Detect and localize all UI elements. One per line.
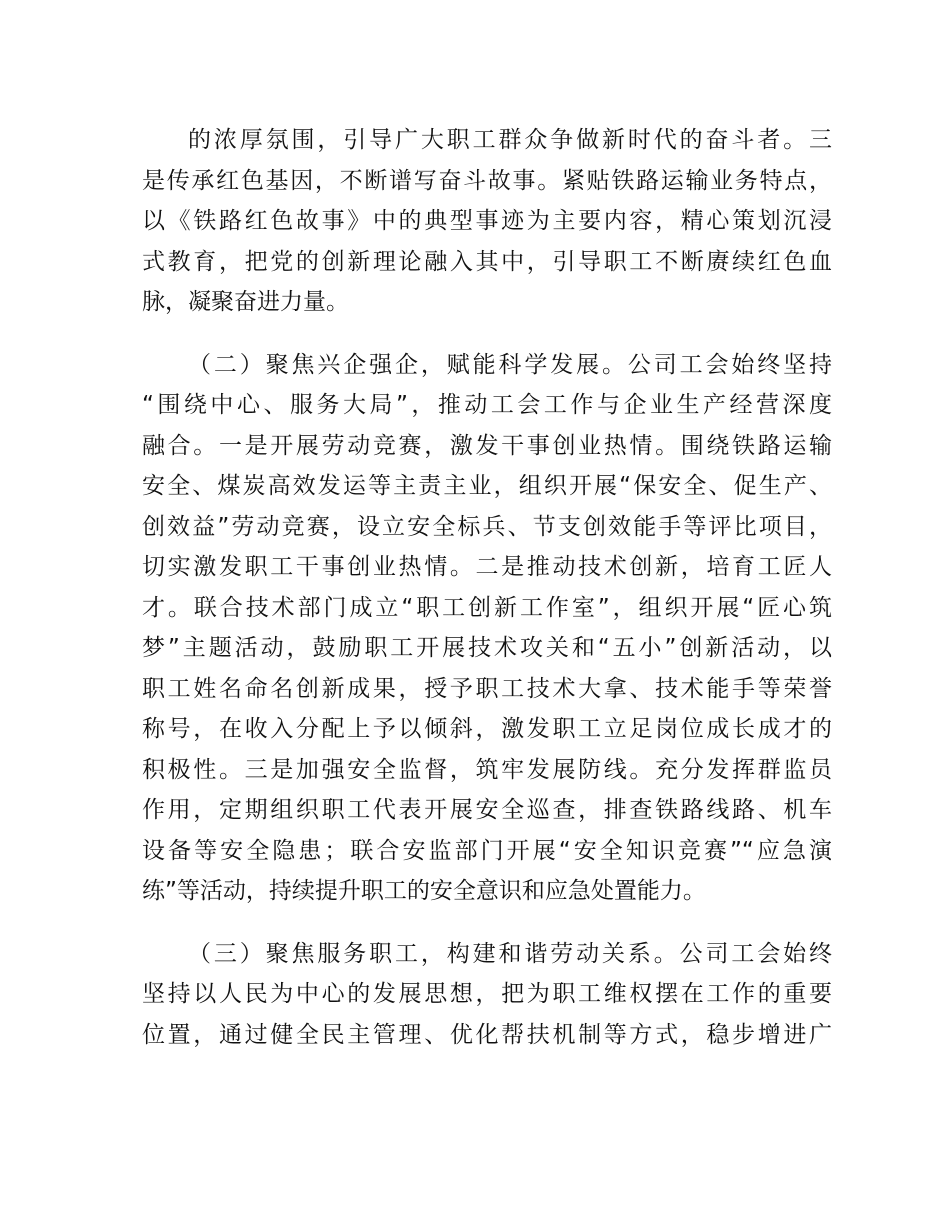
paragraph-line: 以《铁路红色故事》中的典型事迹为主要内容，精心策划沉浸 <box>142 208 832 234</box>
paragraph-line: （二）聚焦兴企强企，赋能科学发展。公司工会始终坚持 <box>188 351 832 378</box>
paragraph-line: 式教育，把党的创新理论融入其中，引导职工不断赓续红色血 <box>142 248 832 275</box>
paragraph-line: “围绕中心、服务大局”，推动工会工作与企业生产经营深度 <box>142 392 832 418</box>
paragraph-line: 积极性。三是加强安全监督，筑牢发展防线。充分发挥群监员 <box>142 756 832 783</box>
paragraph-spacer <box>142 323 832 345</box>
paragraph-spacer <box>142 912 832 934</box>
paragraph-line: 位置，通过健全民主管理、优化帮扶机制等方式，稳步增进广 <box>142 1021 832 1048</box>
paragraph-line: 是传承红色基因，不断谱写奋斗故事。紧贴铁路运输业务特点， <box>142 167 832 194</box>
paragraph-line: 创效益”劳动竞赛，设立安全标兵、节支创效能手等评比项目， <box>142 513 832 540</box>
paragraph-line: 作用，定期组织职工代表开展安全巡查，排查铁路线路、机车 <box>142 797 832 823</box>
paragraph-line: 才。联合技术部门成立“职工创新工作室”，组织开展“匠心筑 <box>142 594 832 621</box>
paragraph-line: 融合。一是开展劳动竞赛，激发干事创业热情。围绕铁路运输 <box>142 432 832 459</box>
paragraph-line: 切实激发职工干事创业热情。二是推动技术创新，培育工匠人 <box>142 554 832 580</box>
paragraph-line: 练”等活动，持续提升职工的安全意识和应急处置能力。 <box>142 878 706 904</box>
paragraph-line: 设备等安全隐患；联合安监部门开展“安全知识竞赛”“应急演 <box>142 837 832 864</box>
paragraph-1 <box>142 120 832 323</box>
paragraph-line: 脉，凝聚奋进力量。 <box>142 289 349 315</box>
paragraph-line: 职工姓名命名创新成果，授予职工技术大拿、技术能手等荣誉 <box>142 675 832 702</box>
paragraph-line: 安全、煤炭高效发运等主责主业，组织开展“保安全、促生产、 <box>142 473 832 499</box>
paragraph-line: 称号，在收入分配上予以倾斜，激发职工立足岗位成长成才的 <box>142 716 832 742</box>
paragraph-line: （三）聚焦服务职工，构建和谐劳动关系。公司工会始终 <box>188 940 832 967</box>
paragraph-line: 梦”主题活动，鼓励职工开展技术攻关和“五小”创新活动，以 <box>142 635 832 661</box>
document-body <box>142 120 832 1055</box>
paragraph-2 <box>142 345 832 912</box>
paragraph-line: 坚持以人民为中心的发展思想，把为职工维权摆在工作的重要 <box>142 981 832 1007</box>
paragraph-3 <box>142 934 832 1056</box>
paragraph-line: 的浓厚氛围，引导广大职工群众争做新时代的奋斗者。三 <box>188 127 832 153</box>
